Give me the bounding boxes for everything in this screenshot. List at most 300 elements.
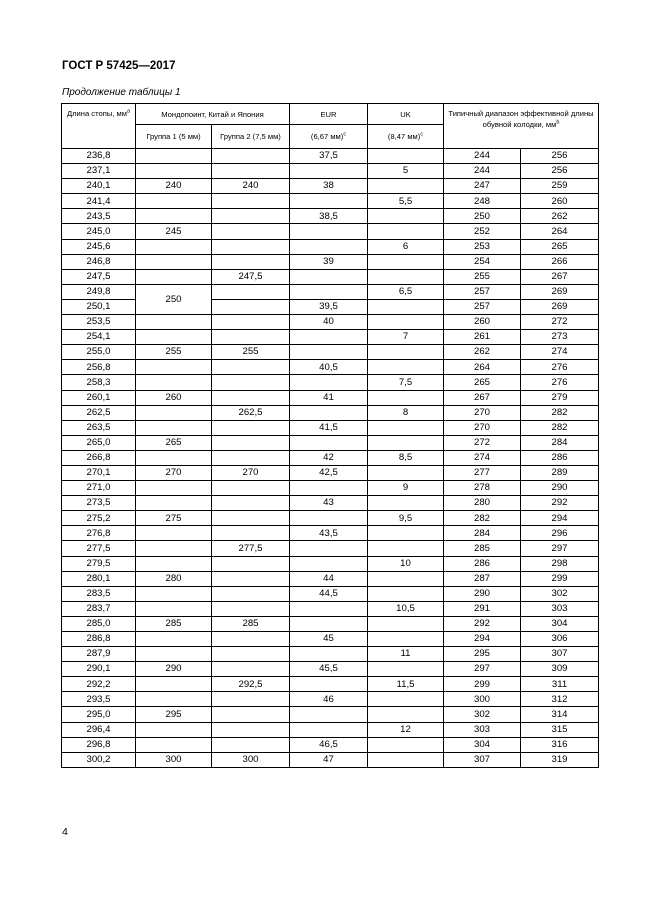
page-number: 4 (62, 826, 68, 838)
eur-cell: 43 (290, 496, 368, 511)
range-min-cell: 294 (444, 632, 521, 647)
group-2-cell (212, 586, 290, 601)
group-2-cell (212, 632, 290, 647)
eur-cell (290, 375, 368, 390)
uk-cell: 10,5 (368, 601, 444, 616)
table-row (62, 315, 599, 330)
group-2-cell (212, 209, 290, 224)
foot-length-cell: 249,8 (62, 284, 136, 299)
foot-length-cell: 255,0 (62, 345, 136, 360)
group-2-cell (212, 299, 290, 314)
range-max-cell: 303 (521, 601, 599, 616)
group-1-cell (136, 541, 212, 556)
eur-cell: 37,5 (290, 149, 368, 164)
foot-length-cell: 270,1 (62, 465, 136, 480)
eur-cell (290, 164, 368, 179)
group-2-cell (212, 284, 290, 299)
group-2-cell (212, 722, 290, 737)
header-uk-step: (8,47 мм)$^с$ (368, 125, 444, 149)
table-row (62, 692, 599, 707)
range-min-cell: 261 (444, 330, 521, 345)
group-1-cell: 280 (136, 571, 212, 586)
eur-cell: 43,5 (290, 526, 368, 541)
range-min-cell: 248 (444, 194, 521, 209)
range-max-cell: 311 (521, 677, 599, 692)
foot-length-cell: 263,5 (62, 420, 136, 435)
foot-length-cell: 293,5 (62, 692, 136, 707)
group-1-cell (136, 239, 212, 254)
uk-cell (368, 752, 444, 767)
foot-length-cell: 283,7 (62, 601, 136, 616)
range-min-cell: 291 (444, 601, 521, 616)
range-max-cell: 256 (521, 164, 599, 179)
range-max-cell: 294 (521, 511, 599, 526)
range-max-cell: 299 (521, 571, 599, 586)
group-1-cell (136, 526, 212, 541)
uk-cell: 10 (368, 556, 444, 571)
range-max-cell: 306 (521, 632, 599, 647)
uk-cell: 8 (368, 405, 444, 420)
group-2-cell (212, 315, 290, 330)
eur-cell (290, 239, 368, 254)
group-2-cell (212, 692, 290, 707)
uk-cell: 5,5 (368, 194, 444, 209)
table-row (62, 616, 599, 631)
eur-cell: 38,5 (290, 209, 368, 224)
group-1-cell (136, 586, 212, 601)
table-row (62, 420, 599, 435)
group-1-cell (136, 692, 212, 707)
foot-length-cell: 285,0 (62, 616, 136, 631)
foot-length-cell: 236,8 (62, 149, 136, 164)
eur-cell (290, 511, 368, 526)
range-min-cell: 284 (444, 526, 521, 541)
eur-cell (290, 345, 368, 360)
table-row (62, 737, 599, 752)
uk-cell (368, 345, 444, 360)
range-max-cell: 269 (521, 284, 599, 299)
group-2-cell (212, 511, 290, 526)
eur-cell: 45 (290, 632, 368, 647)
range-min-cell: 307 (444, 752, 521, 767)
range-max-cell: 282 (521, 420, 599, 435)
foot-length-cell: 300,2 (62, 752, 136, 767)
group-1-cell: 260 (136, 390, 212, 405)
range-min-cell: 274 (444, 450, 521, 465)
table-row (62, 647, 599, 662)
eur-cell (290, 647, 368, 662)
range-max-cell: 265 (521, 239, 599, 254)
range-max-cell: 297 (521, 541, 599, 556)
foot-length-cell: 256,8 (62, 360, 136, 375)
uk-cell (368, 179, 444, 194)
uk-cell: 11,5 (368, 677, 444, 692)
group-2-cell (212, 224, 290, 239)
foot-length-cell: 295,0 (62, 707, 136, 722)
foot-length-cell: 258,3 (62, 375, 136, 390)
group-1-cell (136, 360, 212, 375)
uk-cell (368, 299, 444, 314)
range-min-cell: 278 (444, 481, 521, 496)
group-2-cell: 300 (212, 752, 290, 767)
header-uk: UK (368, 104, 444, 125)
group-1-cell: 265 (136, 435, 212, 450)
eur-cell: 41,5 (290, 420, 368, 435)
table-row (62, 465, 599, 480)
range-min-cell: 299 (444, 677, 521, 692)
eur-cell: 38 (290, 179, 368, 194)
foot-length-cell: 276,8 (62, 526, 136, 541)
eur-cell: 46 (290, 692, 368, 707)
foot-length-cell: 240,1 (62, 179, 136, 194)
eur-cell (290, 601, 368, 616)
group-2-cell: 285 (212, 616, 290, 631)
group-1-cell: 300 (136, 752, 212, 767)
range-min-cell: 255 (444, 269, 521, 284)
group-1-cell (136, 647, 212, 662)
range-min-cell: 304 (444, 737, 521, 752)
group-1-cell (136, 677, 212, 692)
table-row (62, 722, 599, 737)
group-2-cell (212, 647, 290, 662)
range-min-cell: 300 (444, 692, 521, 707)
group-2-cell (212, 239, 290, 254)
range-max-cell: 307 (521, 647, 599, 662)
header-group-2: Группа 2 (7,5 мм) (212, 125, 290, 149)
size-conversion-table (61, 103, 599, 768)
uk-cell (368, 571, 444, 586)
header-group-1: Группа 1 (5 мм) (136, 125, 212, 149)
uk-cell (368, 465, 444, 480)
group-1-cell: 270 (136, 465, 212, 480)
uk-cell (368, 737, 444, 752)
eur-cell: 44,5 (290, 586, 368, 601)
uk-cell: 7 (368, 330, 444, 345)
range-max-cell: 266 (521, 254, 599, 269)
foot-length-cell: 296,4 (62, 722, 136, 737)
foot-length-cell: 296,8 (62, 737, 136, 752)
group-2-cell (212, 707, 290, 722)
foot-length-cell: 286,8 (62, 632, 136, 647)
foot-length-cell: 243,5 (62, 209, 136, 224)
range-max-cell: 304 (521, 616, 599, 631)
uk-cell: 5 (368, 164, 444, 179)
table-row (62, 707, 599, 722)
table-row (62, 601, 599, 616)
eur-cell (290, 405, 368, 420)
group-1-cell (136, 164, 212, 179)
eur-cell (290, 722, 368, 737)
group-2-cell (212, 662, 290, 677)
group-2-cell: 255 (212, 345, 290, 360)
group-2-cell: 270 (212, 465, 290, 480)
range-max-cell: 269 (521, 299, 599, 314)
group-1-cell (136, 254, 212, 269)
foot-length-cell: 237,1 (62, 164, 136, 179)
group-2-cell (212, 254, 290, 269)
range-max-cell: 289 (521, 465, 599, 480)
foot-length-cell: 253,5 (62, 315, 136, 330)
range-min-cell: 247 (444, 179, 521, 194)
range-min-cell: 272 (444, 435, 521, 450)
foot-length-cell: 266,8 (62, 450, 136, 465)
group-2-cell (212, 375, 290, 390)
table-row (62, 435, 599, 450)
eur-cell (290, 269, 368, 284)
eur-cell: 39,5 (290, 299, 368, 314)
range-min-cell: 285 (444, 541, 521, 556)
eur-cell: 40 (290, 315, 368, 330)
range-min-cell: 260 (444, 315, 521, 330)
uk-cell: 6,5 (368, 284, 444, 299)
table-row (62, 496, 599, 511)
foot-length-cell: 292,2 (62, 677, 136, 692)
range-max-cell: 309 (521, 662, 599, 677)
table-row (62, 254, 599, 269)
eur-cell: 44 (290, 571, 368, 586)
group-1-cell (136, 496, 212, 511)
group-2-cell (212, 164, 290, 179)
range-min-cell: 270 (444, 405, 521, 420)
uk-cell: 12 (368, 722, 444, 737)
range-min-cell: 253 (444, 239, 521, 254)
group-2-cell (212, 360, 290, 375)
group-2-cell (212, 390, 290, 405)
foot-length-cell: 247,5 (62, 269, 136, 284)
range-max-cell: 264 (521, 224, 599, 239)
uk-cell (368, 360, 444, 375)
range-max-cell: 296 (521, 526, 599, 541)
group-1-cell (136, 405, 212, 420)
group-1-cell: 250 (136, 284, 212, 314)
foot-length-cell: 271,0 (62, 481, 136, 496)
table-row (62, 330, 599, 345)
range-min-cell: 302 (444, 707, 521, 722)
table-row (62, 284, 599, 299)
range-max-cell: 284 (521, 435, 599, 450)
eur-cell: 39 (290, 254, 368, 269)
range-max-cell: 302 (521, 586, 599, 601)
eur-cell: 47 (290, 752, 368, 767)
eur-cell: 42 (290, 450, 368, 465)
eur-cell (290, 707, 368, 722)
group-2-cell (212, 496, 290, 511)
table-row (62, 662, 599, 677)
header-mondopoint: Мондопоинт, Китай и Япония (136, 104, 290, 125)
foot-length-cell: 262,5 (62, 405, 136, 420)
uk-cell (368, 541, 444, 556)
group-1-cell (136, 149, 212, 164)
table-row (62, 586, 599, 601)
range-min-cell: 286 (444, 556, 521, 571)
table-row (62, 752, 599, 767)
uk-cell (368, 149, 444, 164)
uk-cell (368, 616, 444, 631)
group-1-cell (136, 194, 212, 209)
uk-cell (368, 420, 444, 435)
group-2-cell (212, 556, 290, 571)
uk-cell (368, 632, 444, 647)
eur-cell: 41 (290, 390, 368, 405)
table-row (62, 450, 599, 465)
uk-cell (368, 707, 444, 722)
group-1-cell: 295 (136, 707, 212, 722)
table-row (62, 149, 599, 164)
range-max-cell: 316 (521, 737, 599, 752)
range-max-cell: 256 (521, 149, 599, 164)
uk-cell (368, 662, 444, 677)
uk-cell: 9,5 (368, 511, 444, 526)
uk-cell (368, 692, 444, 707)
range-min-cell: 267 (444, 390, 521, 405)
foot-length-cell: 275,2 (62, 511, 136, 526)
group-1-cell: 275 (136, 511, 212, 526)
uk-cell (368, 526, 444, 541)
group-2-cell: 240 (212, 179, 290, 194)
uk-cell (368, 224, 444, 239)
foot-length-cell: 250,1 (62, 299, 136, 314)
group-1-cell (136, 209, 212, 224)
foot-length-cell: 277,5 (62, 541, 136, 556)
foot-length-cell: 283,5 (62, 586, 136, 601)
range-max-cell: 274 (521, 345, 599, 360)
range-max-cell: 259 (521, 179, 599, 194)
range-max-cell: 267 (521, 269, 599, 284)
group-1-cell (136, 601, 212, 616)
group-2-cell (212, 149, 290, 164)
range-max-cell: 276 (521, 360, 599, 375)
eur-cell: 42,5 (290, 465, 368, 480)
range-min-cell: 257 (444, 299, 521, 314)
range-min-cell: 270 (444, 420, 521, 435)
group-1-cell (136, 269, 212, 284)
foot-length-cell: 260,1 (62, 390, 136, 405)
range-min-cell: 292 (444, 616, 521, 631)
eur-cell (290, 616, 368, 631)
group-2-cell (212, 330, 290, 345)
group-1-cell (136, 481, 212, 496)
table-caption: Продолжение таблицы 1 (62, 87, 181, 98)
foot-length-cell: 241,4 (62, 194, 136, 209)
group-1-cell: 290 (136, 662, 212, 677)
uk-cell: 7,5 (368, 375, 444, 390)
table-row (62, 526, 599, 541)
table-row (62, 375, 599, 390)
range-min-cell: 265 (444, 375, 521, 390)
range-max-cell: 292 (521, 496, 599, 511)
uk-cell: 6 (368, 239, 444, 254)
table-row (62, 179, 599, 194)
foot-length-cell: 265,0 (62, 435, 136, 450)
range-min-cell: 282 (444, 511, 521, 526)
group-2-cell (212, 737, 290, 752)
foot-length-cell: 287,9 (62, 647, 136, 662)
foot-length-cell: 245,6 (62, 239, 136, 254)
uk-cell: 11 (368, 647, 444, 662)
group-2-cell (212, 194, 290, 209)
eur-cell (290, 481, 368, 496)
group-1-cell: 245 (136, 224, 212, 239)
table-row (62, 360, 599, 375)
table-row (62, 632, 599, 647)
uk-cell (368, 586, 444, 601)
range-max-cell: 273 (521, 330, 599, 345)
range-min-cell: 244 (444, 149, 521, 164)
table-row (62, 511, 599, 526)
eur-cell (290, 435, 368, 450)
group-1-cell (136, 375, 212, 390)
eur-cell (290, 677, 368, 692)
table-row (62, 541, 599, 556)
table-row (62, 209, 599, 224)
group-2-cell: 292,5 (212, 677, 290, 692)
table-body (62, 149, 599, 768)
uk-cell (368, 269, 444, 284)
table-row (62, 556, 599, 571)
group-1-cell (136, 632, 212, 647)
uk-cell (368, 496, 444, 511)
range-min-cell: 287 (444, 571, 521, 586)
group-2-cell: 247,5 (212, 269, 290, 284)
table-row (62, 164, 599, 179)
group-2-cell (212, 571, 290, 586)
eur-cell (290, 556, 368, 571)
uk-cell: 9 (368, 481, 444, 496)
range-min-cell: 295 (444, 647, 521, 662)
foot-length-cell: 246,8 (62, 254, 136, 269)
range-min-cell: 280 (444, 496, 521, 511)
group-1-cell (136, 315, 212, 330)
range-max-cell: 272 (521, 315, 599, 330)
range-max-cell: 314 (521, 707, 599, 722)
group-2-cell: 277,5 (212, 541, 290, 556)
group-1-cell (136, 556, 212, 571)
range-min-cell: 290 (444, 586, 521, 601)
range-min-cell: 254 (444, 254, 521, 269)
table-row (62, 345, 599, 360)
eur-cell: 40,5 (290, 360, 368, 375)
range-max-cell: 319 (521, 752, 599, 767)
group-2-cell: 262,5 (212, 405, 290, 420)
eur-cell (290, 284, 368, 299)
range-min-cell: 244 (444, 164, 521, 179)
group-2-cell (212, 601, 290, 616)
table-row (62, 390, 599, 405)
table-row (62, 194, 599, 209)
header-last-length-range: Типичный диапазон эффективной длины обувной колодки, $мм^b$ (444, 104, 599, 149)
foot-length-cell: 273,5 (62, 496, 136, 511)
foot-length-cell: 290,1 (62, 662, 136, 677)
uk-cell (368, 435, 444, 450)
table-row (62, 269, 599, 284)
header-foot-length: Длина стопы, $мм^а$ (62, 104, 136, 149)
table-row (62, 677, 599, 692)
range-max-cell: 286 (521, 450, 599, 465)
range-max-cell: 260 (521, 194, 599, 209)
table-row (62, 481, 599, 496)
range-max-cell: 282 (521, 405, 599, 420)
range-max-cell: 315 (521, 722, 599, 737)
group-1-cell (136, 722, 212, 737)
range-min-cell: 303 (444, 722, 521, 737)
eur-cell (290, 194, 368, 209)
range-max-cell: 298 (521, 556, 599, 571)
group-2-cell (212, 420, 290, 435)
group-1-cell (136, 330, 212, 345)
group-1-cell (136, 420, 212, 435)
range-min-cell: 262 (444, 345, 521, 360)
range-max-cell: 290 (521, 481, 599, 496)
